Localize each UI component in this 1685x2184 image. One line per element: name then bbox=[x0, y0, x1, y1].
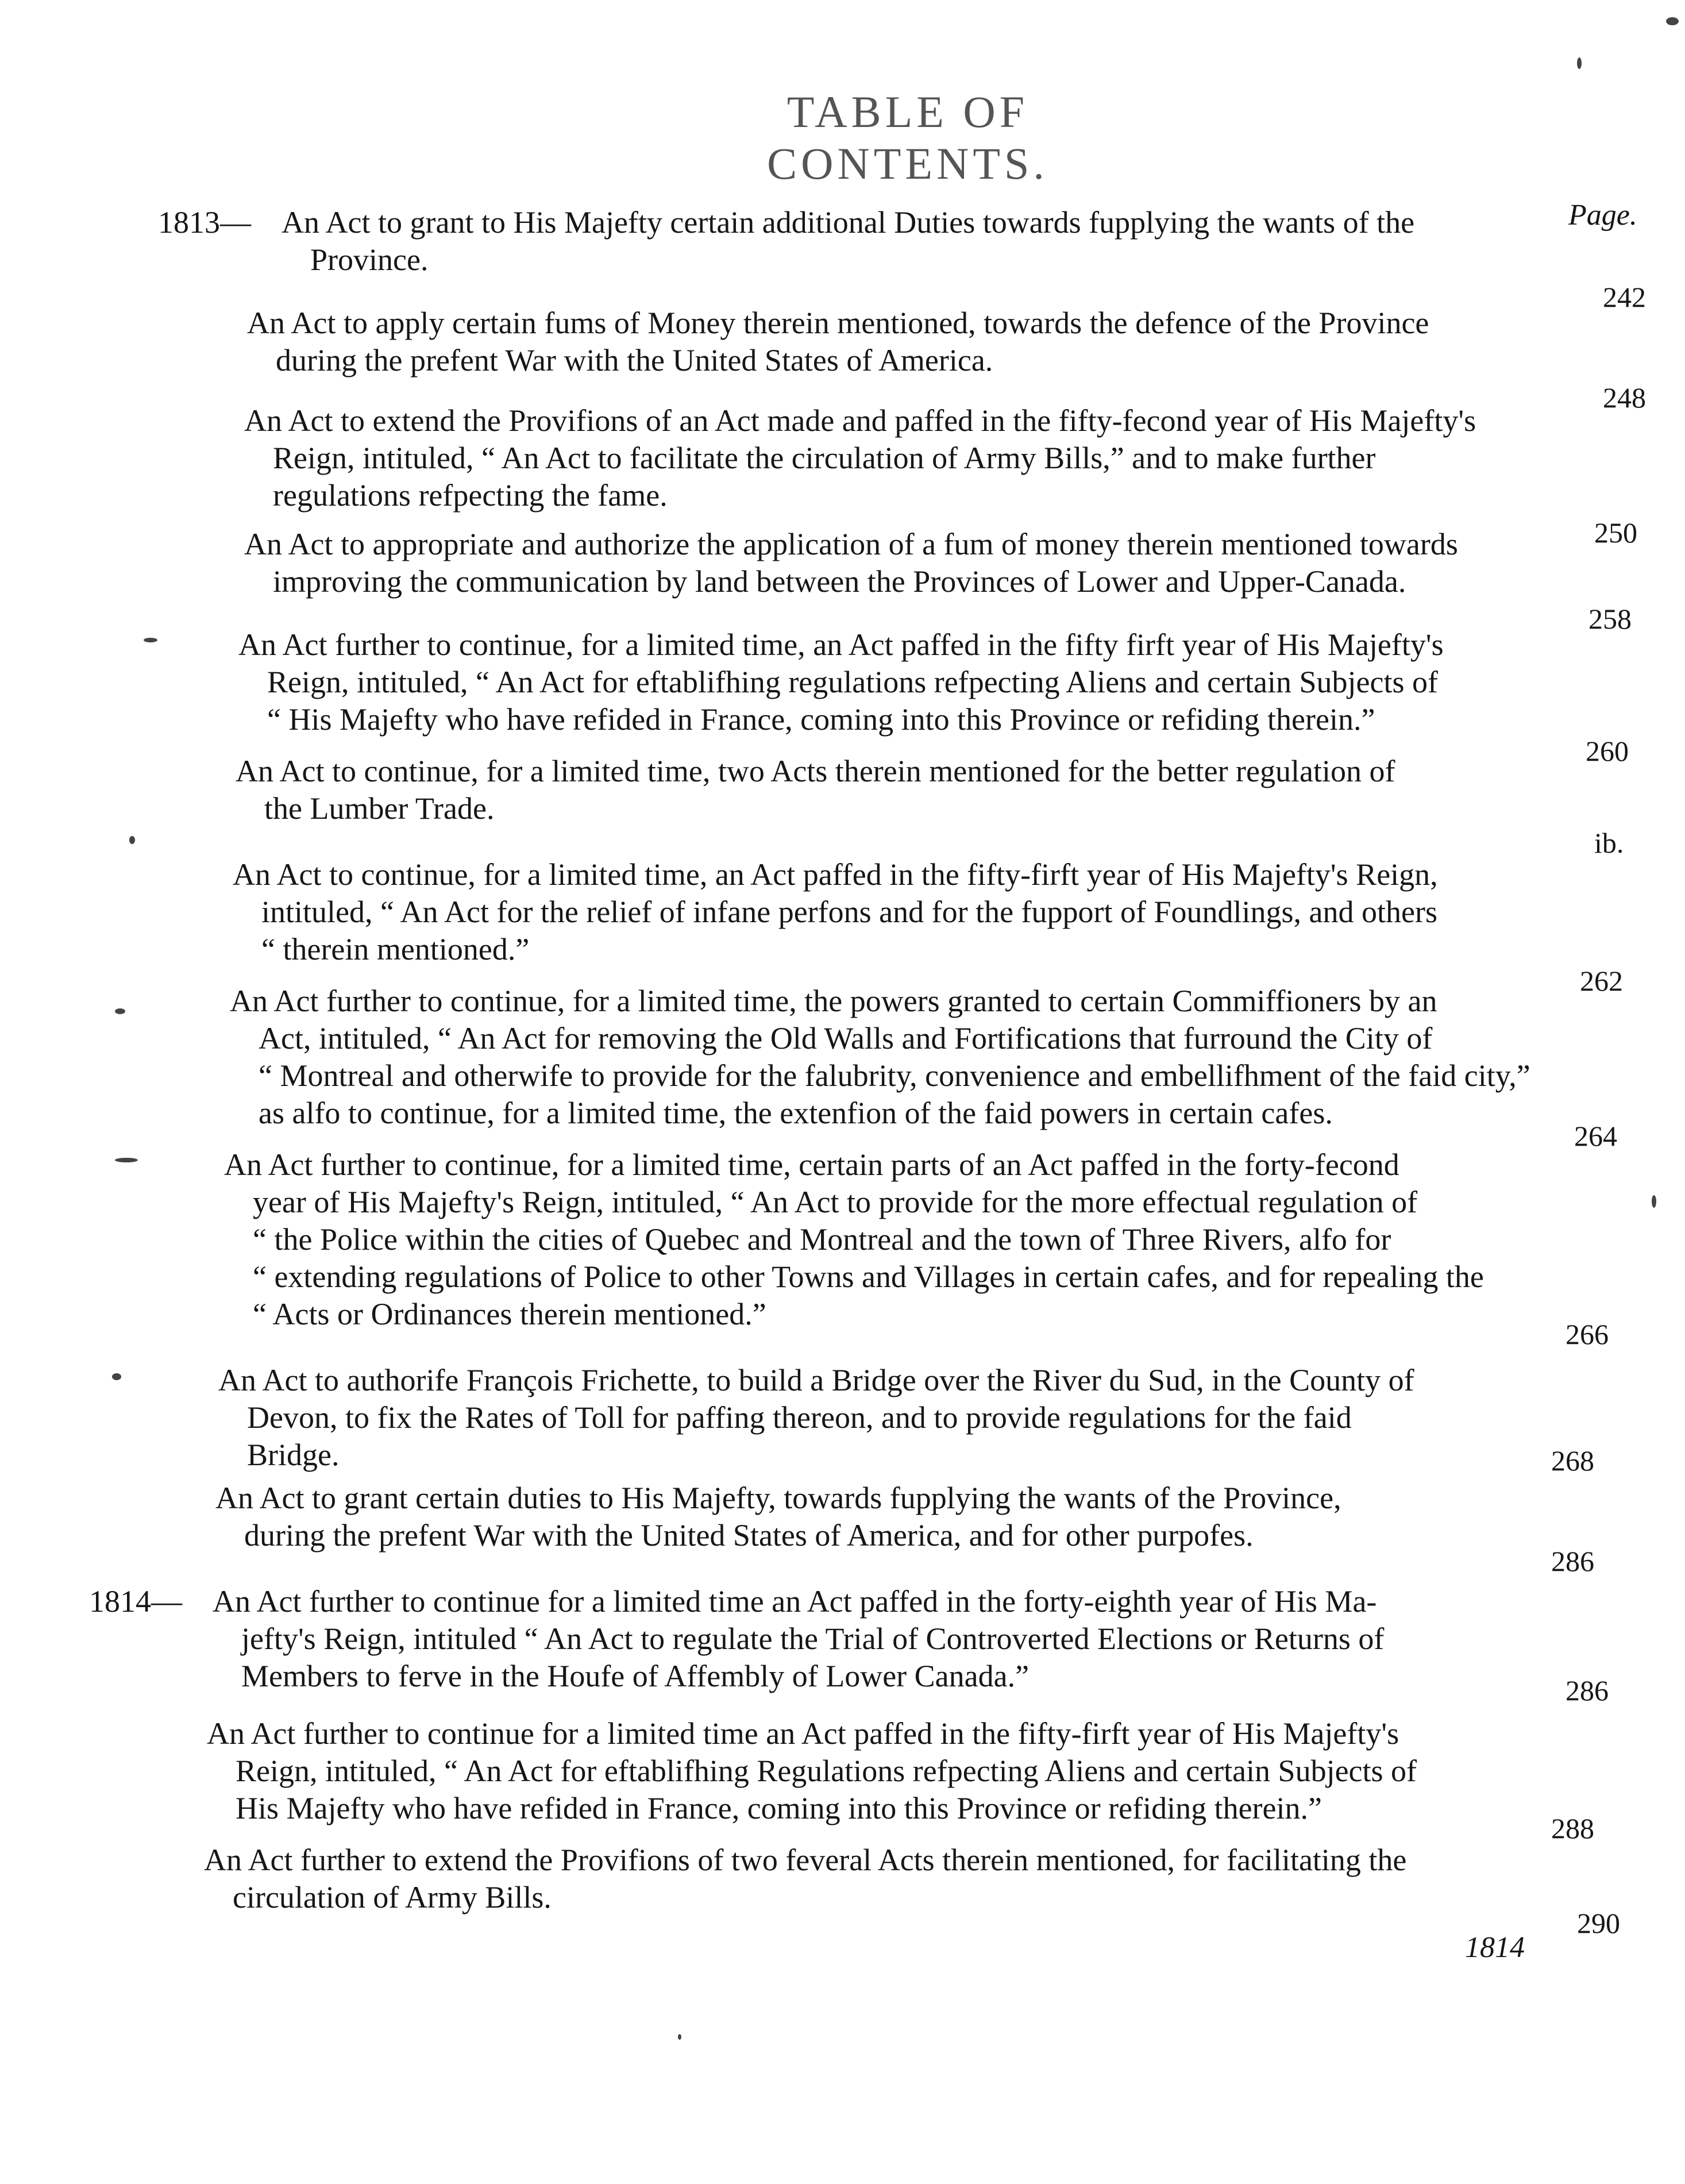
entry-text bbox=[224, 1146, 1484, 1333]
entry-line: the Lumber Trade. bbox=[264, 791, 495, 826]
entry-line: year of His Majefty's Reign, intituled, “ An Act to provide for the more effectual regulation of bbox=[253, 1185, 1418, 1219]
entry-text bbox=[247, 305, 1429, 379]
print-speck bbox=[678, 2034, 681, 2040]
entry-line: An Act to appropriate and authorize the application of a fum of money therein mentioned towards bbox=[244, 527, 1458, 561]
entry-page-number: 260 bbox=[1586, 735, 1629, 767]
entry-text bbox=[244, 526, 1458, 600]
entry-page-number: 262 bbox=[1580, 965, 1623, 997]
entry-line: “ Acts or Ordinances therein mentioned.” bbox=[253, 1297, 766, 1331]
entry-line: Reign, intituled, “ An Act for eftablifhing regulations refpecting Aliens and certain Subjects of bbox=[267, 665, 1438, 699]
entry-page-number: 248 bbox=[1603, 382, 1646, 414]
entry-line: circulation of Army Bills. bbox=[233, 1880, 552, 1915]
entry-line: jefty's Reign, intituled “ An Act to regulate the Trial of Controverted Elections or Returns of bbox=[241, 1621, 1385, 1656]
entry-line: An Act further to continue for a limited time an Act paffed in the forty-eighth year of His Ma- bbox=[213, 1584, 1377, 1619]
entry-page-number: ib. bbox=[1594, 827, 1624, 859]
entry-text bbox=[238, 626, 1444, 738]
print-speck bbox=[144, 638, 157, 642]
entry-line: “ extending regulations of Police to other Towns and Villages in certain cafes, and for repealing the bbox=[253, 1259, 1484, 1294]
entry-page-number: 288 bbox=[1551, 1812, 1594, 1844]
entry-text bbox=[236, 753, 1395, 827]
entry-page-number: 268 bbox=[1551, 1445, 1594, 1477]
entry-text bbox=[230, 983, 1530, 1132]
entry-line: An Act to grant certain duties to His Majefty, towards fupplying the wants of the Province, bbox=[215, 1481, 1341, 1515]
entry-line: Members to ferve in the Houfe of Affembly of Lower Canada.” bbox=[241, 1659, 1029, 1693]
entry-year: 1814— bbox=[89, 1584, 182, 1619]
entry-text bbox=[282, 204, 1414, 279]
entry-line: An Act to extend the Provifions of an Act made and paffed in the fifty-fecond year of His Majefty's bbox=[244, 403, 1476, 438]
entry-page-number: 290 bbox=[1577, 1907, 1620, 1939]
entry-line: An Act to grant to His Majefty certain additional Duties towards fupplying the wants of the bbox=[282, 205, 1415, 240]
entry-line: as alfo to continue, for a limited time, the extenfion of the faid powers in certain cafes. bbox=[259, 1096, 1333, 1130]
entry-line: An Act further to continue, for a limited time, the powers granted to certain Commiffioners by an bbox=[230, 984, 1437, 1018]
entry-line: An Act to apply certain fums of Money therein mentioned, towards the defence of the Province bbox=[247, 306, 1429, 340]
entry-line: An Act to authorife François Frichette, to build a Bridge over the River du Sud, in the County of bbox=[218, 1363, 1414, 1397]
entry-line: “ therein mentioned.” bbox=[261, 932, 530, 966]
entry-line: An Act further to continue, for a limited time, an Act paffed in the fifty firft year of His Majefty's bbox=[238, 627, 1444, 662]
entry-page-number: 264 bbox=[1574, 1120, 1617, 1152]
entry-page-number: 258 bbox=[1588, 603, 1632, 635]
entry-line: regulations refpecting the fame. bbox=[273, 478, 668, 513]
entry-page-number: 286 bbox=[1566, 1674, 1609, 1707]
entry-text bbox=[207, 1715, 1417, 1827]
entry-line: An Act to continue, for a limited time, an Act paffed in the fifty-firft year of His Majefty's Reign, bbox=[233, 857, 1438, 892]
entry-year: 1813— bbox=[158, 205, 251, 240]
entry-page-number: 250 bbox=[1594, 517, 1637, 549]
page-title: TABLE OF CONTENTS. bbox=[767, 87, 1048, 188]
entry-line: intituled, “ An Act for the relief of infane perfons and for the fupport of Foundlings, and others bbox=[261, 895, 1437, 929]
print-speck bbox=[115, 1008, 125, 1014]
entry-line: improving the communication by land between the Provinces of Lower and Upper-Canada. bbox=[273, 564, 1406, 599]
entry-line: Reign, intituled, “ An Act for eftablifhing Regulations refpecting Aliens and certain Subjects of bbox=[236, 1754, 1417, 1788]
entry-line: His Majefty who have refided in France, coming into this Province or refiding therein.” bbox=[236, 1791, 1322, 1825]
print-speck bbox=[1652, 1195, 1656, 1208]
entry-line: Act, intituled, “ An Act for removing the Old Walls and Fortifications that furround the City of bbox=[259, 1021, 1433, 1056]
entry-page-number: 242 bbox=[1603, 281, 1646, 313]
entry-line: during the prefent War with the United States of America. bbox=[276, 343, 993, 378]
entry-text bbox=[244, 402, 1476, 514]
entry-text bbox=[233, 856, 1438, 968]
entry-line: An Act further to continue, for a limited time, certain parts of an Act paffed in the forty-fecond bbox=[224, 1147, 1399, 1182]
entry-line: during the prefent War with the United States of America, and for other purpofes. bbox=[244, 1518, 1254, 1553]
entry-text bbox=[204, 1842, 1406, 1916]
entry-line: Devon, to fix the Rates of Toll for paffing thereon, and to provide regulations for the faid bbox=[247, 1400, 1352, 1435]
print-speck bbox=[1666, 17, 1679, 25]
print-speck bbox=[129, 836, 135, 844]
print-speck bbox=[112, 1373, 121, 1380]
entry-text bbox=[215, 1480, 1341, 1554]
entry-text bbox=[218, 1362, 1414, 1474]
catchword: 1814 bbox=[1465, 1931, 1525, 1964]
page-column-header: Page. bbox=[1568, 199, 1637, 232]
entry-line: Bridge. bbox=[247, 1438, 340, 1472]
entry-line: An Act further to extend the Provifions of two feveral Acts therein mentioned, for facilitating the bbox=[204, 1843, 1407, 1877]
print-speck bbox=[115, 1158, 138, 1162]
entry-line: An Act further to continue for a limited time an Act paffed in the fifty-firft year of His Majefty's bbox=[207, 1716, 1399, 1751]
print-speck bbox=[1577, 57, 1582, 69]
entry-line: “ the Police within the cities of Quebec and Montreal and the town of Three Rivers, alfo for bbox=[253, 1222, 1391, 1257]
entry-line: An Act to continue, for a limited time, two Acts therein mentioned for the better regulation of bbox=[236, 754, 1395, 788]
entry-line: “ His Majefty who have refided in France, coming into this Province or refiding therein.” bbox=[267, 702, 1375, 737]
entry-line: Province. bbox=[310, 242, 429, 277]
entry-line: “ Montreal and otherwife to provide for the falubrity, convenience and embellifhment of the faid city,” bbox=[259, 1058, 1530, 1093]
entry-page-number: 286 bbox=[1551, 1545, 1594, 1577]
entry-page-number: 266 bbox=[1566, 1318, 1609, 1350]
entry-line: Reign, intituled, “ An Act to facilitate the circulation of Army Bills,” and to make further bbox=[273, 441, 1376, 475]
entry-text bbox=[213, 1583, 1384, 1695]
